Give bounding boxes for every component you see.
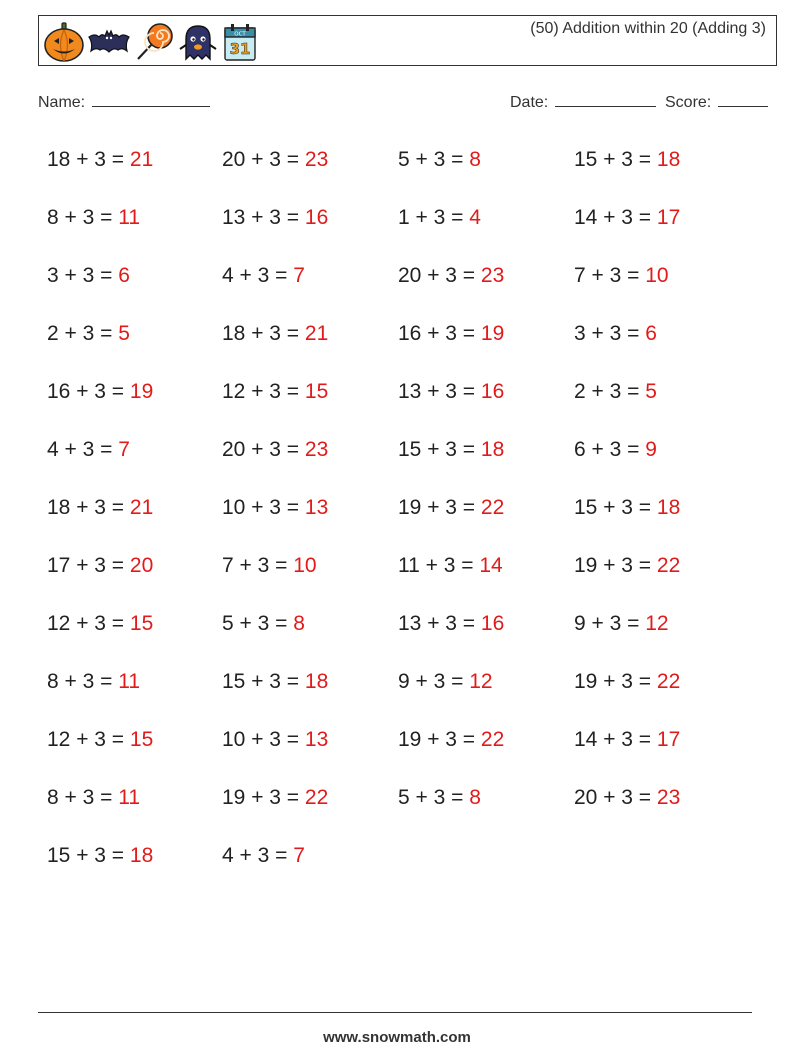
- problem-answer: 19: [480, 322, 505, 345]
- problem-question: 15 + 3 =: [222, 670, 305, 693]
- score-blank-line[interactable]: [718, 92, 768, 107]
- problem-answer: 16: [304, 206, 329, 229]
- problem-item: [398, 320, 504, 348]
- problem-question: 5 + 3 =: [398, 148, 470, 171]
- problem-question: 3 + 3 =: [47, 264, 119, 287]
- problem-answer: 13: [304, 728, 329, 751]
- problem-item: [47, 726, 153, 754]
- problem-answer: 13: [304, 496, 329, 519]
- problem-answer: 18: [656, 496, 681, 519]
- bat-icon: [87, 21, 131, 63]
- problem-item: [398, 726, 504, 754]
- problem-answer: 12: [469, 670, 493, 693]
- problem-question: 9 + 3 =: [574, 612, 646, 635]
- date-label: Date:: [510, 94, 549, 111]
- problem-answer: 20: [129, 554, 154, 577]
- problem-item: [398, 610, 504, 638]
- problem-question: 19 + 3 =: [398, 496, 481, 519]
- problem-question: 5 + 3 =: [398, 786, 470, 809]
- problem-answer: 22: [480, 728, 505, 751]
- problem-answer: 22: [304, 786, 329, 809]
- problem-question: 1 + 3 =: [398, 206, 470, 229]
- problem-item: [47, 842, 153, 870]
- problem-answer: 16: [480, 612, 505, 635]
- problem-answer: 15: [129, 612, 154, 635]
- problem-question: 18 + 3 =: [222, 322, 305, 345]
- problem-item: [398, 668, 493, 696]
- problem-answer: 11: [118, 206, 141, 229]
- problem-item: [398, 784, 481, 812]
- problem-question: 4 + 3 =: [222, 844, 294, 867]
- problem-question: 15 + 3 =: [574, 496, 657, 519]
- problem-answer: 8: [469, 786, 481, 809]
- problem-item: [47, 610, 153, 638]
- problem-question: 10 + 3 =: [222, 496, 305, 519]
- problem-question: 16 + 3 =: [47, 380, 130, 403]
- problem-item: [574, 320, 657, 348]
- ghost-icon: [177, 21, 219, 63]
- problem-answer: 9: [645, 438, 657, 461]
- problem-answer: 18: [304, 670, 329, 693]
- problem-question: 7 + 3 =: [574, 264, 646, 287]
- problem-item: [47, 552, 153, 580]
- problem-item: [398, 378, 504, 406]
- problem-question: 19 + 3 =: [574, 554, 657, 577]
- problem-item: [574, 610, 669, 638]
- problem-answer: 19: [129, 380, 154, 403]
- problem-answer: 10: [293, 554, 317, 577]
- problem-answer: 5: [118, 322, 130, 345]
- problem-item: [398, 204, 481, 232]
- name-field[interactable]: [38, 92, 210, 112]
- problem-item: [222, 552, 317, 580]
- problem-item: [398, 262, 504, 290]
- problem-question: 12 + 3 =: [222, 380, 305, 403]
- problem-question: 14 + 3 =: [574, 728, 657, 751]
- problem-answer: 18: [129, 844, 154, 867]
- problem-question: 10 + 3 =: [222, 728, 305, 751]
- problem-question: 9 + 3 =: [398, 670, 470, 693]
- problem-answer: 22: [480, 496, 505, 519]
- problem-item: [47, 320, 130, 348]
- problem-answer: 6: [645, 322, 657, 345]
- problem-item: [222, 320, 328, 348]
- problem-answer: 15: [129, 728, 154, 751]
- problem-answer: 10: [645, 264, 669, 287]
- lollipop-icon: [133, 21, 175, 63]
- problem-item: [47, 494, 153, 522]
- problem-answer: 23: [480, 264, 505, 287]
- problem-item: [574, 204, 680, 232]
- problem-item: [47, 784, 140, 812]
- problem-answer: 17: [656, 206, 681, 229]
- problem-item: [574, 494, 680, 522]
- problem-question: 3 + 3 =: [574, 322, 646, 345]
- problem-item: [47, 668, 140, 696]
- problem-item: [574, 378, 657, 406]
- problem-question: 19 + 3 =: [398, 728, 481, 751]
- problem-item: [222, 436, 328, 464]
- problem-question: 20 + 3 =: [222, 438, 305, 461]
- problem-answer: 15: [304, 380, 329, 403]
- problem-answer: 11: [118, 670, 141, 693]
- problem-answer: 17: [656, 728, 681, 751]
- problem-answer: 21: [129, 148, 154, 171]
- problem-question: 2 + 3 =: [47, 322, 119, 345]
- problem-question: 5 + 3 =: [222, 612, 294, 635]
- problem-item: [574, 668, 680, 696]
- problem-item: [222, 668, 328, 696]
- header-box: [38, 15, 777, 66]
- problem-item: [47, 146, 153, 174]
- problem-question: 18 + 3 =: [47, 496, 130, 519]
- problem-question: 4 + 3 =: [222, 264, 294, 287]
- problem-question: 18 + 3 =: [47, 148, 130, 171]
- score-field[interactable]: [665, 92, 768, 112]
- problem-item: [222, 610, 305, 638]
- problem-question: 11 + 3 =: [398, 554, 480, 577]
- pumpkin-icon: [43, 21, 85, 63]
- problem-question: 15 + 3 =: [398, 438, 481, 461]
- problem-question: 20 + 3 =: [574, 786, 657, 809]
- problem-question: 17 + 3 =: [47, 554, 130, 577]
- problem-question: 8 + 3 =: [47, 670, 119, 693]
- problem-answer: 16: [480, 380, 505, 403]
- problem-answer: 21: [304, 322, 329, 345]
- problem-answer: 12: [645, 612, 669, 635]
- problem-question: 19 + 3 =: [222, 786, 305, 809]
- calendar-day: 31: [229, 40, 251, 58]
- problem-question: 12 + 3 =: [47, 728, 130, 751]
- problem-answer: 18: [480, 438, 505, 461]
- problem-question: 20 + 3 =: [398, 264, 481, 287]
- date-field[interactable]: [510, 92, 656, 112]
- problem-question: 16 + 3 =: [398, 322, 481, 345]
- problem-item: [47, 436, 130, 464]
- problem-item: [222, 494, 328, 522]
- problem-answer: 21: [129, 496, 154, 519]
- problem-item: [398, 146, 481, 174]
- problem-answer: 11: [118, 786, 141, 809]
- problem-item: [222, 146, 328, 174]
- problem-item: [574, 436, 657, 464]
- problem-question: 19 + 3 =: [574, 670, 657, 693]
- problem-answer: 8: [293, 612, 305, 635]
- problem-item: [47, 204, 140, 232]
- problem-item: [222, 726, 328, 754]
- problem-item: [574, 146, 680, 174]
- calendar-month: OCT: [234, 31, 246, 38]
- problem-item: [222, 842, 305, 870]
- problem-item: [47, 262, 130, 290]
- problem-question: 8 + 3 =: [47, 206, 119, 229]
- problem-item: [222, 262, 305, 290]
- footer-divider: [38, 1012, 752, 1013]
- problem-answer: 23: [304, 438, 329, 461]
- problem-answer: 7: [293, 844, 305, 867]
- problem-item: [398, 436, 504, 464]
- problem-question: 13 + 3 =: [398, 380, 481, 403]
- problem-answer: 5: [645, 380, 657, 403]
- problem-answer: 18: [656, 148, 681, 171]
- problem-question: 14 + 3 =: [574, 206, 657, 229]
- problem-item: [222, 378, 328, 406]
- problem-question: 7 + 3 =: [222, 554, 294, 577]
- problem-item: [574, 552, 680, 580]
- problem-question: 15 + 3 =: [574, 148, 657, 171]
- problem-answer: 7: [118, 438, 130, 461]
- problem-answer: 7: [293, 264, 305, 287]
- problem-answer: 6: [118, 264, 130, 287]
- calendar-icon: [221, 21, 259, 63]
- score-label: Score:: [665, 94, 712, 111]
- problem-question: 6 + 3 =: [574, 438, 646, 461]
- problem-item: [398, 494, 504, 522]
- problem-item: [574, 262, 669, 290]
- problem-answer: 23: [304, 148, 329, 171]
- worksheet-title: (50) Addition within 20 (Adding 3): [530, 20, 766, 37]
- name-blank-line[interactable]: [92, 92, 210, 107]
- problem-question: 15 + 3 =: [47, 844, 130, 867]
- problem-answer: 14: [479, 554, 503, 577]
- problem-item: [222, 204, 328, 232]
- problem-answer: 22: [656, 670, 681, 693]
- problem-item: [574, 726, 680, 754]
- problem-question: 8 + 3 =: [47, 786, 119, 809]
- problem-item: [574, 784, 680, 812]
- problem-answer: 4: [469, 206, 481, 229]
- problem-question: 12 + 3 =: [47, 612, 130, 635]
- problem-answer: 23: [656, 786, 681, 809]
- problem-item: [222, 784, 328, 812]
- problem-question: 13 + 3 =: [222, 206, 305, 229]
- icon-strip: [43, 20, 259, 64]
- problem-question: 4 + 3 =: [47, 438, 119, 461]
- problem-question: 2 + 3 =: [574, 380, 646, 403]
- problem-item: [47, 378, 153, 406]
- footer-website: www.snowmath.com: [323, 1029, 471, 1046]
- problem-question: 20 + 3 =: [222, 148, 305, 171]
- date-blank-line[interactable]: [555, 92, 656, 107]
- name-label: Name:: [38, 94, 86, 111]
- problem-answer: 8: [469, 148, 481, 171]
- problem-question: 13 + 3 =: [398, 612, 481, 635]
- problem-item: [398, 552, 503, 580]
- problem-answer: 22: [656, 554, 681, 577]
